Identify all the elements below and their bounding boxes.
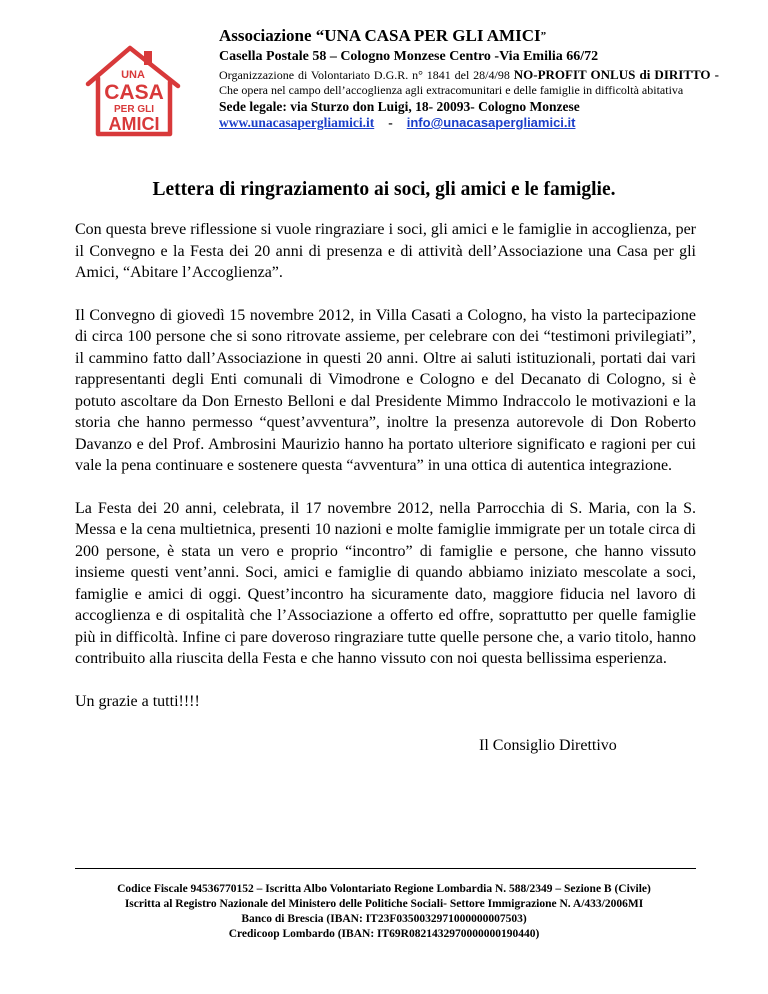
org-info-prefix: Organizzazione di Volontariato D.G.R. n° 1841 del 28/4/98 [219,68,514,82]
org-info-suffix: Che opera nel campo dell’accoglienza agli extracomunitari e delle famiglie in difficoltà abitativa [219,82,684,97]
organization-info [219,68,719,97]
footer-line-fiscal: Codice Fiscale 94536770152 – Iscritta Albo Volontariato Regione Lombardia N. 588/2349 – Sezione B (Civile) [117,883,651,895]
letter-body [75,219,696,733]
house-logo-icon [78,42,188,142]
footer [0,882,768,942]
logo-word-casa: CASA [104,81,164,104]
org-info-bold: NO-PROFIT ONLUS di DIRITTO - [513,67,719,82]
legal-seat: Sede legale: via Sturzo don Luigi, 18- 20093- Cologno Monzese [219,99,580,114]
logo-word-pergli: PER GLI [113,104,155,115]
letter-title: Lettera di ringraziamento ai soci, gli amici e le famiglie. [152,179,616,200]
footer-line-bank-credicoop: Credicoop Lombardo (IBAN: IT69R0821432970000000190440) [228,928,540,940]
organization-name-text: Associazione “UNA CASA PER GLI AMICI [219,26,541,45]
email-link[interactable]: info@unacasapergliamici.it [406,115,576,130]
footer-line-registry: Iscritta al Registro Nazionale del Ministero delle Politiche Sociali- Settore Immigrazione N. A/433/2006MI [124,898,644,910]
organization-name-close-quote: ” [540,30,547,42]
letterhead [68,26,728,146]
footer-divider [75,868,696,869]
signature: Il Consiglio Direttivo [479,737,617,754]
website-link[interactable]: www.unacasapergliamici.it [219,115,375,130]
logo-word-amici: AMICI [108,114,160,134]
paragraph-festa: La Festa dei 20 anni, celebrata, il 17 novembre 2012, nella Parrocchia di S. Maria, con la S. Messa e la cena multietnica, presenti 10 nazioni e molte famiglie immigrate per un totale circa di 200 persone, è stata un vero e proprio “incontro” di famiglie e persone, che hanno vissuto insieme questi vent’anni. Soci, amici e famiglie di quando abbiamo iniziato mescolate a soci, famiglie e amici di oggi. Quest’incontro ha sicuramente dato, maggiore fiducia nel lavoro di accoglienza e di ospitalità che l’Associazione a offerto ed offre, soprattutto per quelle famiglie più in difficoltà. Infine ci pare doveroso ringraziare tutte quelle persone che, a vario titolo, hanno contribuito alla riuscita della Festa e che hanno vissuto con noi questa bellissima esperienza. [75,499,696,667]
paragraph-intro: Con questa breve riflessione si vuole ringraziare i soci, gli amici e le famiglie in accoglienza, per il Convegno e la Festa dei 20 anni di presenza e di attività dell’Associazione una Casa per gli Amici, “Abitare l’Accoglienza”. [75,221,696,281]
closing-thanks: Un grazie a tutti!!!! [75,692,200,710]
logo-word-una: UNA [121,69,145,81]
association-logo [78,42,188,142]
paragraph-convegno: Il Convegno di giovedì 15 novembre 2012, in Villa Casati a Cologno, ha visto la partecipazione di circa 100 persone che si sono ritrovate assieme, per celebrare con dei “testimoni privilegiati”, il cammino fatto dall’Associazione in questi 20 anni. Oltre ai saluti istituzionali, portati dai vari rappresentanti degli Enti comunali di Vimodrone e Cologno e del Decanato di Cologno, si è potuto ascoltare da Don Ernesto Belloni e dal Presidente Mimmo Indraccolo le motivazioni e la storia che hanno permesso “quest’avventura”, inoltre la presenza autorevole di Don Roberto Davanzo e del Prof. Ambrosini Maurizio hanno ha portato ulteriore significato e ragioni per cui vale la pena continuare e sostenere questa “avventura” in una ottica di autentica integrazione. [75,306,696,474]
contact-links [219,115,719,131]
link-separator: - [388,115,393,130]
footer-line-bank-brescia: Banco di Brescia (IBAN: IT23F0350032971000000007503) [241,913,527,925]
letterhead-text [219,26,719,131]
postal-address: Casella Postale 58 – Cologno Monzese Centro -Via Emilia 66/72 [219,49,599,64]
organization-name [219,26,719,46]
